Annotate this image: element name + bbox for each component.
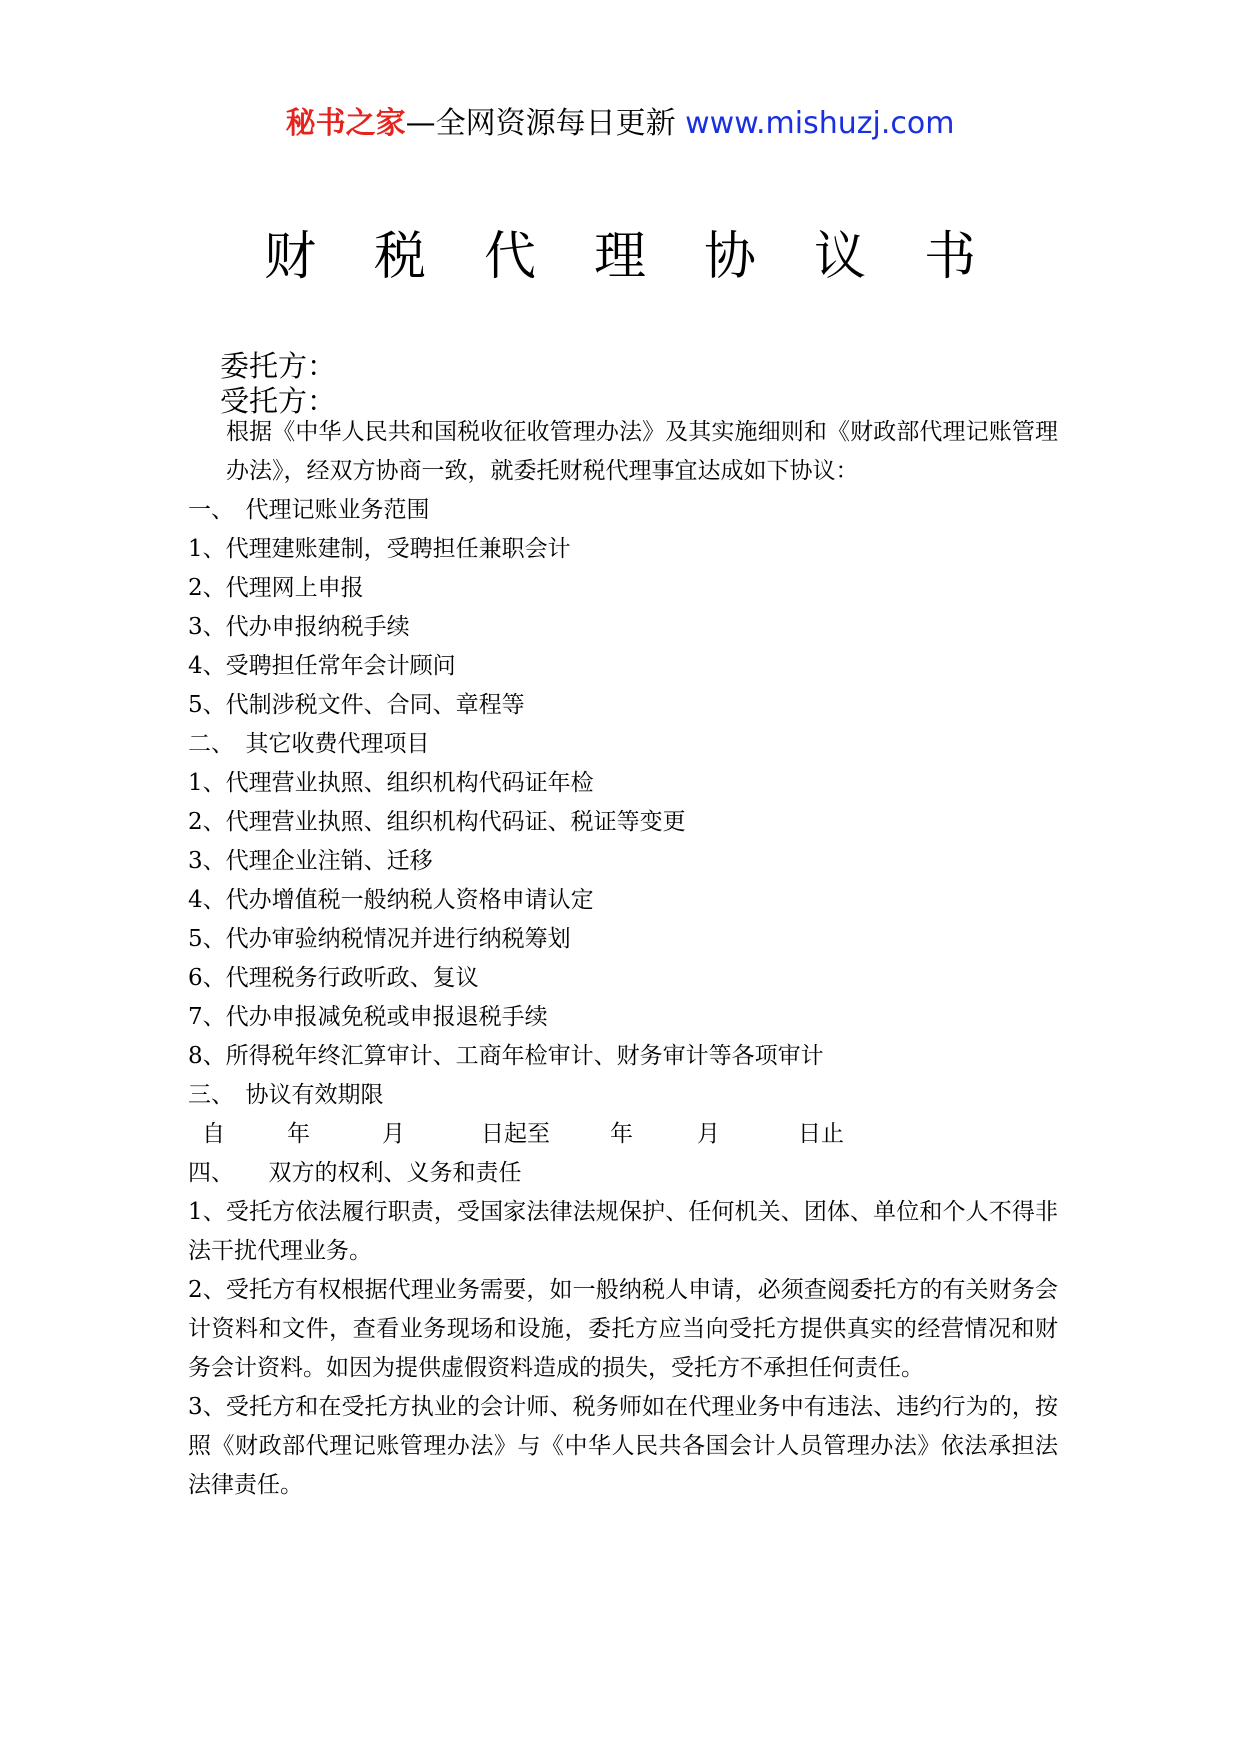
list-item: 4、受聘担任常年会计顾问 xyxy=(188,653,456,679)
client-party-label: 委托方： xyxy=(220,349,337,383)
section-heading-scope: 一、 代理记账业务范围 xyxy=(188,497,430,523)
period-day-start: 日起至 xyxy=(481,1121,550,1147)
clause-paragraph: 3、受托方和在受托方执业的会计师、税务师如在代理业务中有违法、违约行为的，按照《财政部代理记账管理办法》与《中华人民共各国会计人员管理办法》依法承担法法律责任。 xyxy=(188,1394,1058,1498)
clause-paragraph: 2、受托方有权根据代理业务需要，如一般纳税人申请，必须查阅委托方的有关财务会计资料和文件，查看业务现场和设施，委托方应当向受托方提供真实的经营情况和财务会计资料。如因为提供虚假资料造成的损失，受托方不承担任何责任。 xyxy=(188,1277,1058,1381)
agent-party-label: 受托方： xyxy=(220,384,337,418)
list-item: 7、代办申报减免税或申报退税手续 xyxy=(188,1004,548,1030)
site-slogan: —全网资源每日更新 xyxy=(405,106,676,141)
list-item: 1、代理营业执照、组织机构代码证年检 xyxy=(188,770,594,796)
intro-paragraph: 根据《中华人民共和国税收征收管理办法》及其实施细则和《财政部代理记账管理办法》，经双方协商一致，就委托财税代理事宜达成如下协议： xyxy=(226,419,1058,484)
list-item: 4、代办增值税一般纳税人资格申请认定 xyxy=(188,887,594,913)
list-item: 5、代制涉税文件、合同、章程等 xyxy=(188,692,525,718)
list-item: 3、代办申报纳税手续 xyxy=(188,614,410,640)
list-item: 2、代理网上申报 xyxy=(188,575,364,601)
site-brand: 秘书之家 xyxy=(285,106,406,141)
section-heading-other-services: 二、 其它收费代理项目 xyxy=(188,731,430,757)
list-item: 2、代理营业执照、组织机构代码证、税证等变更 xyxy=(188,809,686,835)
validity-period xyxy=(188,1115,1058,1154)
section-heading-rights: 四、 双方的权利、义务和责任 xyxy=(188,1160,522,1186)
document-title: 财税代理协议书 xyxy=(263,227,1034,287)
period-month-start: 月 xyxy=(382,1121,405,1147)
list-item: 6、代理税务行政听政、复议 xyxy=(188,965,479,991)
list-item: 8、所得税年终汇算审计、工商年检审计、财务审计等各项审计 xyxy=(188,1043,824,1069)
site-url-link[interactable]: www.mishuzj.com xyxy=(685,106,955,141)
period-year-start: 年 xyxy=(287,1121,310,1147)
list-item: 1、代理建账建制，受聘担任兼职会计 xyxy=(188,536,571,562)
list-item: 5、代办审验纳税情况并进行纳税筹划 xyxy=(188,926,571,952)
period-from: 自 xyxy=(202,1121,225,1147)
list-item: 3、代理企业注销、迁移 xyxy=(188,848,433,874)
period-year-end: 年 xyxy=(610,1121,633,1147)
section-heading-term: 三、 协议有效期限 xyxy=(188,1082,384,1108)
clause-paragraph: 1、受托方依法履行职责，受国家法律法规保护、任何机关、团体、单位和个人不得非法干扰代理业务。 xyxy=(188,1199,1058,1264)
period-month-end: 月 xyxy=(697,1121,720,1147)
site-header xyxy=(0,100,1240,148)
document-body xyxy=(188,413,1058,1505)
period-day-end: 日止 xyxy=(798,1121,844,1147)
